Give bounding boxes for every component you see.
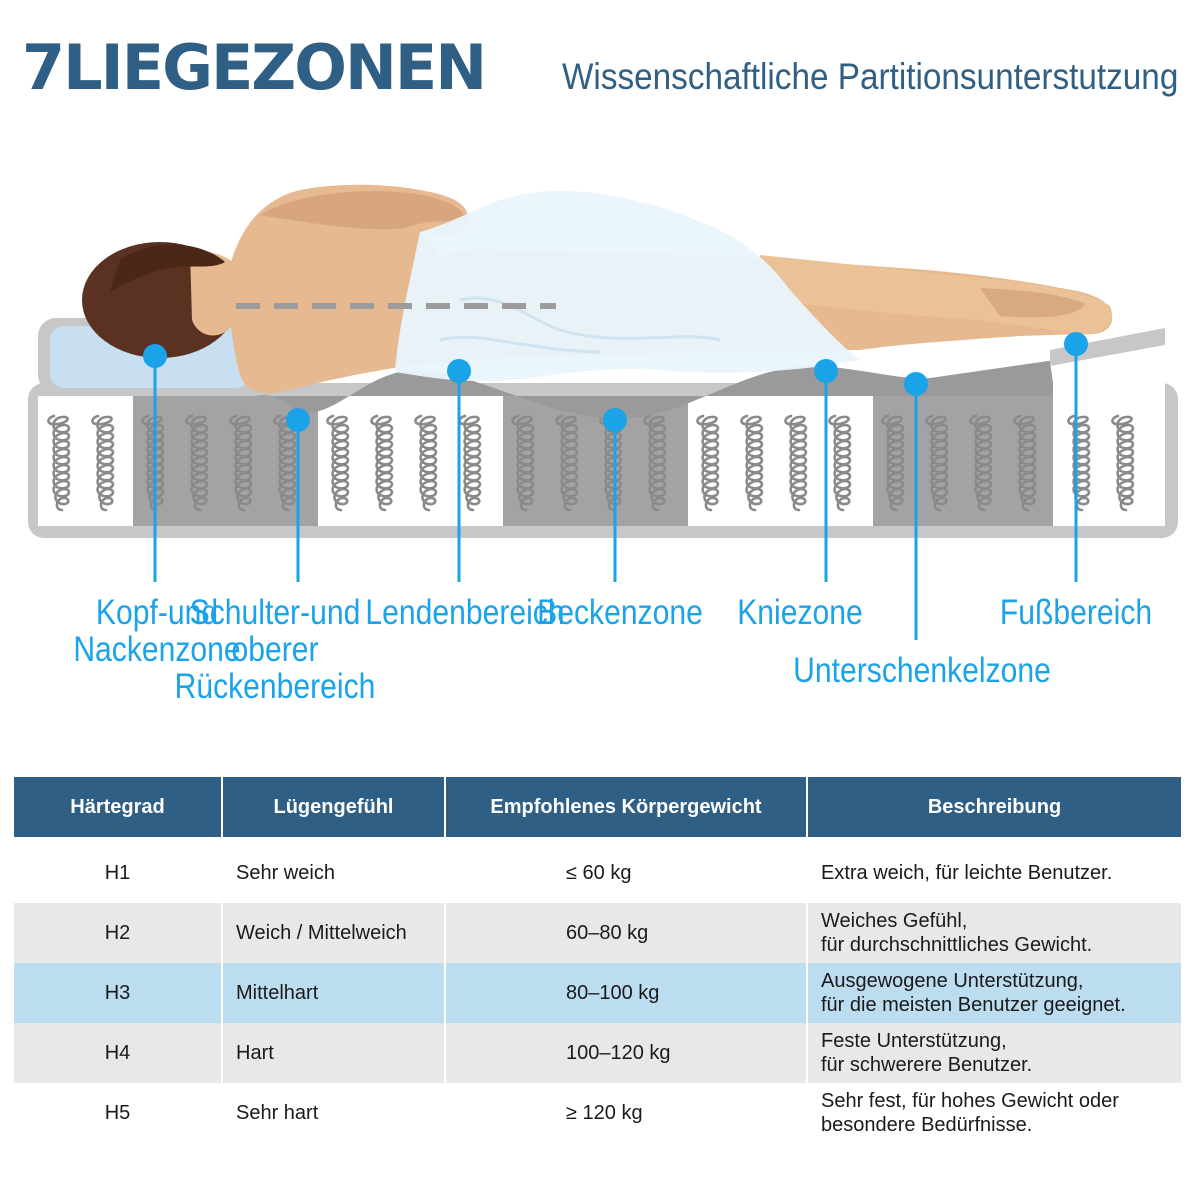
zone-panel: [688, 396, 873, 526]
cell-grade: H5: [14, 1083, 222, 1143]
cell-description: Feste Unterstützung, für schwerere Benutzer.: [807, 1023, 1181, 1083]
cell-weight: 80–100 kg: [445, 963, 807, 1023]
cell-feel: Mittelhart: [222, 963, 445, 1023]
cell-weight: ≥ 120 kg: [445, 1083, 807, 1143]
zone-panel: [873, 396, 1053, 526]
zone-marker-head: [143, 344, 167, 368]
table-row: [14, 1023, 1181, 1083]
table-row: [14, 843, 1181, 903]
cell-weight: 100–120 kg: [445, 1023, 807, 1083]
zone-label-knee: Kniezone: [737, 593, 863, 632]
zone-marker-pelvis: [603, 408, 627, 432]
zone-label-head: Kopf-und Nackenzone: [73, 593, 241, 669]
header-feel: Lügengefühl: [222, 777, 445, 837]
zone-marker-knee: [814, 359, 838, 383]
zone-label-lumbar: Lendenbereich: [365, 593, 565, 632]
cell-description: Extra weich, für leichte Benutzer.: [807, 843, 1181, 903]
table-header-row: [14, 777, 1181, 837]
zone-marker-shoulder: [286, 408, 310, 432]
cell-grade: H4: [14, 1023, 222, 1083]
page-title: 7LIEGEZONEN: [22, 31, 486, 104]
zone-marker-foot: [1064, 332, 1088, 356]
zone-panel: [318, 396, 503, 526]
zone-label-shoulder: Schulter-und oberer Rückenbereich: [174, 593, 376, 706]
table-row: [14, 903, 1181, 963]
table-row: [14, 963, 1181, 1023]
cell-grade: H1: [14, 843, 222, 903]
cell-feel: Hart: [222, 1023, 445, 1083]
cell-weight: ≤ 60 kg: [445, 843, 807, 903]
cell-grade: H2: [14, 903, 222, 963]
cell-grade: H3: [14, 963, 222, 1023]
zone-label-lower-leg: Unterschenkelzone: [793, 651, 1051, 690]
table-row: [14, 1083, 1181, 1143]
header-firmness: Härtegrad: [14, 777, 222, 837]
header-description: Beschreibung: [807, 777, 1181, 837]
zone-marker-lumbar: [447, 359, 471, 383]
cell-feel: Weich / Mittelweich: [222, 903, 445, 963]
header-weight: Empfohlenes Körpergewicht: [445, 777, 807, 837]
cell-description: Sehr fest, für hohes Gewicht oder besondere Bedürfnisse.: [807, 1083, 1181, 1143]
page-subtitle: Wissenschaftliche Partitionsunterstutzung: [562, 56, 1179, 97]
cell-weight: 60–80 kg: [445, 903, 807, 963]
firmness-table: [14, 777, 1181, 1143]
cell-description: Weiches Gefühl, für durchschnittliches Gewicht.: [807, 903, 1181, 963]
cell-description: Ausgewogene Unterstützung, für die meisten Benutzer geeignet.: [807, 963, 1181, 1023]
cell-feel: Sehr hart: [222, 1083, 445, 1143]
cell-feel: Sehr weich: [222, 843, 445, 903]
zone-label-foot: Fußbereich: [999, 593, 1153, 632]
zone-marker-lower-leg: [904, 372, 928, 396]
zone-panel: [1053, 396, 1165, 526]
zone-label-pelvis: Beckenzone: [537, 593, 703, 632]
